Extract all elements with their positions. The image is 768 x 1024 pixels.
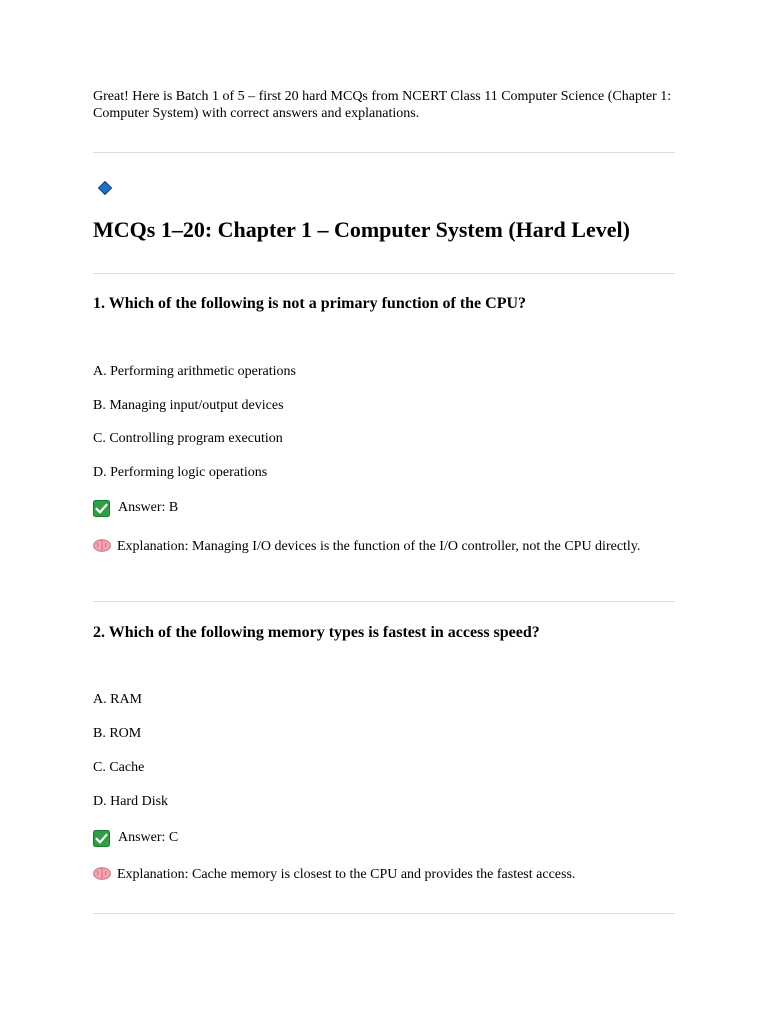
- check-mark-icon: [93, 500, 110, 517]
- question-1-answer: [93, 499, 178, 517]
- intro-text: Great! Here is Batch 1 of 5 – first 20 hard MCQs from NCERT Class 11 Computer Science (Chapter 1: Computer System) with correct answers and explanations.: [93, 89, 672, 121]
- divider: [93, 601, 675, 602]
- question-2-option-c: C. Cache: [93, 760, 145, 775]
- question-1-option-a: A. Performing arithmetic operations: [93, 364, 296, 379]
- question-2-option-a: A. RAM: [93, 692, 143, 707]
- question-2-explanation: [93, 866, 683, 883]
- question-2-text: 2. Which of the following memory types is fastest in access speed?: [93, 624, 540, 641]
- question-1-text: 1. Which of the following is not a primary function of the CPU?: [93, 295, 527, 312]
- question-1-option-c: C. Controlling program execution: [93, 431, 283, 446]
- brain-icon: [93, 539, 111, 552]
- question-1-option-b: B. Managing input/output devices: [93, 398, 284, 413]
- question-1-explanation-text: Explanation: Managing I/O devices is the function of the I/O controller, not the CPU directly.: [117, 539, 641, 554]
- brain-icon: [93, 867, 111, 880]
- divider: [93, 913, 675, 914]
- question-2-answer: [93, 829, 178, 847]
- question-1-option-d: D. Performing logic operations: [93, 465, 268, 480]
- divider: [93, 273, 675, 274]
- question-2-answer-text: Answer: C: [118, 830, 179, 845]
- question-2-explanation-text: Explanation: Cache memory is closest to the CPU and provides the fastest access.: [117, 867, 576, 882]
- check-mark-icon: [93, 830, 110, 847]
- section-heading: MCQs 1–20: Chapter 1 – Computer System (Hard Level): [93, 217, 630, 242]
- question-1-answer-text: Answer: B: [118, 500, 179, 515]
- question-2-option-d: D. Hard Disk: [93, 794, 169, 809]
- blue-diamond-icon: [98, 181, 112, 195]
- question-2-option-b: B. ROM: [93, 726, 142, 741]
- divider: [93, 152, 675, 153]
- question-1-explanation: [93, 538, 683, 555]
